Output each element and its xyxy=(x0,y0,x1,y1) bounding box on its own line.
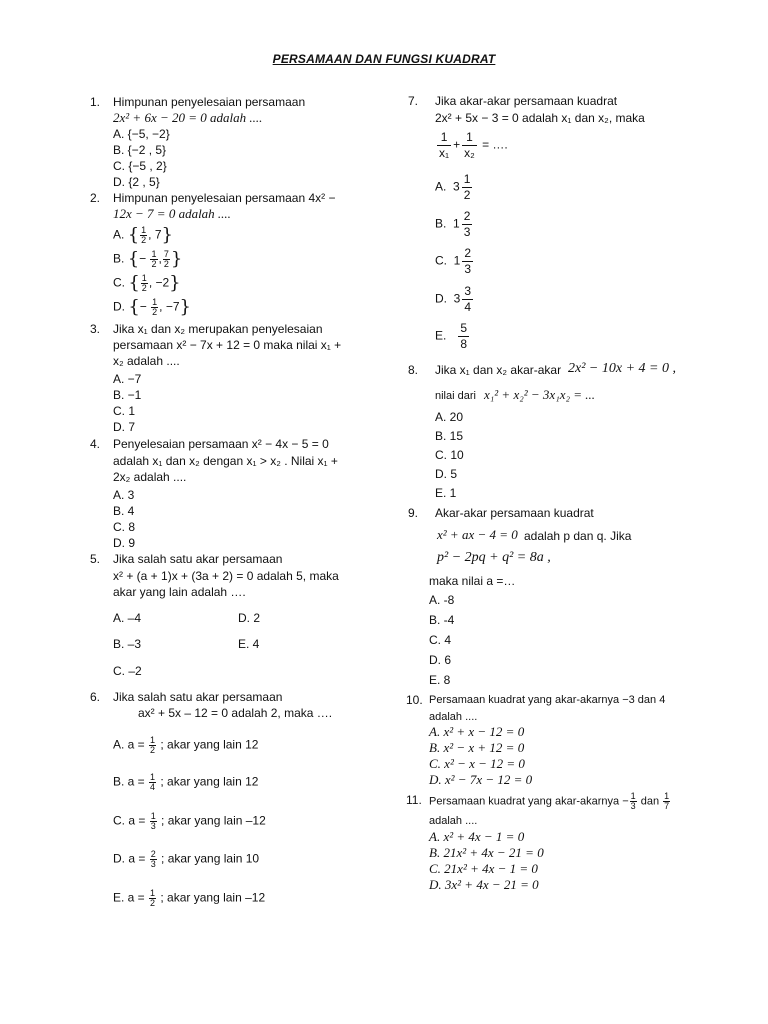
fraction: $\frac{3}{4}$ xyxy=(464,284,472,314)
q3-line3: x₂ adalah .... xyxy=(113,354,180,368)
q8-line1a: Jika x₁ dan x₂ akar-akar xyxy=(435,363,562,377)
q1-text: Himpunan penyelesaian persamaan xyxy=(113,95,306,109)
q2-option-b-label: B. xyxy=(113,251,125,266)
q10-line2: adalah .... xyxy=(429,711,478,723)
fraction: $\frac{1}{2}$ xyxy=(150,888,156,908)
q9-line4: maka nilai a =… xyxy=(429,574,516,588)
fraction: $\frac{1}{\text{x₁}}$ xyxy=(439,130,450,160)
q8-option-c[interactable]: C. 10 xyxy=(435,448,464,462)
q5-option-e[interactable]: E. 4 xyxy=(238,637,260,651)
q7-option-e[interactable] xyxy=(435,321,471,352)
q8-line2b: x₁² + x₂² − 3x₁x₂ = ... xyxy=(484,387,596,402)
q5-line2: x² + (a + 1)x + (3a + 2) = 0 adalah 5, maka xyxy=(113,569,339,583)
q6-option-a-label: A. a = xyxy=(113,737,149,752)
q9-line2b: adalah p dan q. Jika xyxy=(524,529,632,543)
q6-option-b-label: B. a = xyxy=(113,774,149,789)
q7-line2: 2x² + 5x − 3 = 0 adalah x₁ dan x₂, maka xyxy=(435,111,645,125)
fraction: $\frac{1}{2}$ xyxy=(150,735,156,755)
q9-option-a[interactable]: A. -8 xyxy=(429,593,455,607)
q7-option-a-label: A. xyxy=(435,179,447,194)
q6-option-c-text: ; akar yang lain –12 xyxy=(157,813,266,828)
q6-line2: ax² + 5x – 12 = 0 adalah 2, maka …. xyxy=(138,706,333,720)
q11-line1-text: Persamaan kuadrat yang akar-akarnya − xyxy=(429,795,629,808)
q9-line3: p² − 2pq + q² = 8a , xyxy=(437,550,551,565)
q5-number: 5. xyxy=(90,552,101,566)
q9-number: 9. xyxy=(408,506,419,520)
q1-option-c[interactable]: C. {−5 , 2} xyxy=(113,159,167,173)
brace-close: } xyxy=(179,296,191,318)
q11-number: 11. xyxy=(406,793,422,807)
q5-line1: Jika salah satu akar persamaan xyxy=(113,552,283,566)
q9-line2a: x² + ax − 4 = 0 xyxy=(437,527,518,542)
fraction: $\frac{1}{2}$ xyxy=(141,225,147,245)
fraction: $\frac{1}{4}$ xyxy=(150,772,156,792)
q6-option-b-text: ; akar yang lain 12 xyxy=(157,774,259,789)
q3-option-c[interactable]: C. 1 xyxy=(113,404,136,418)
q3-line1: Jika x₁ dan x₂ merupakan penyelesaian xyxy=(113,322,323,336)
q1-option-d[interactable]: D. {2 , 5} xyxy=(113,175,160,189)
q6-option-d[interactable] xyxy=(113,850,259,869)
q4-line3: 2x₂ adalah .... xyxy=(113,470,187,484)
q7-option-b[interactable]: B. 1 $\frac{2}{3}$ xyxy=(435,209,471,239)
q2-text: Himpunan penyelesaian persamaan 4x² − xyxy=(113,191,336,205)
q6-option-c[interactable] xyxy=(113,812,266,831)
q4-option-d[interactable]: D. 9 xyxy=(113,536,136,550)
q6-option-e-label: E. a = xyxy=(113,890,149,905)
q6-option-d-text: ; akar yang lain 10 xyxy=(157,851,260,866)
q7-option-c[interactable]: C. 1 $\frac{2}{3}$ xyxy=(435,246,472,276)
q5-option-d[interactable]: D. 2 xyxy=(238,611,261,625)
q10-option-b[interactable]: B. x² − x + 12 = 0 xyxy=(429,740,525,755)
q5-line3: akar yang lain adalah …. xyxy=(113,585,246,599)
fraction: $\frac{1}{2}$ xyxy=(151,249,157,269)
q6-option-b[interactable] xyxy=(113,773,258,792)
q6-number: 6. xyxy=(90,690,101,704)
q7-expression-tail: = …. xyxy=(482,137,508,152)
q4-option-a[interactable]: A. 3 xyxy=(113,488,135,502)
q11-and: dan xyxy=(637,795,663,808)
q2-option-c-rest: , −2 xyxy=(148,275,170,290)
q4-line2: adalah x₁ dan x₂ dengan x₁ > x₂ . Nilai x₁ + xyxy=(113,454,338,468)
q2-option-d-rest: , −7 xyxy=(159,299,180,314)
q9-option-b[interactable]: B. -4 xyxy=(429,613,455,627)
page-title: PERSAMAAN DAN FUNGSI KUADRAT xyxy=(272,52,496,66)
q6-option-d-label: D. a = xyxy=(113,851,149,866)
fraction: $\frac{1}{2}$ xyxy=(463,172,471,202)
q11-option-a[interactable]: A. x² + 4x − 1 = 0 xyxy=(429,829,525,844)
q3-option-d[interactable]: D. 7 xyxy=(113,420,136,434)
q8-option-d[interactable]: D. 5 xyxy=(435,467,458,481)
q7-option-e-label: E. xyxy=(435,328,447,343)
q5-option-a[interactable]: A. –4 xyxy=(113,611,142,625)
q4-option-b[interactable]: B. 4 xyxy=(113,504,135,518)
q4-line1: Penyelesaian persamaan x² − 4x − 5 = 0 xyxy=(113,437,329,451)
q9-option-e[interactable]: E. 8 xyxy=(429,673,451,687)
fraction: $\frac{1}{3}$ xyxy=(630,791,636,811)
q10-number: 10. xyxy=(406,693,423,707)
brace-close: } xyxy=(170,248,183,270)
q6-option-c-label: C. a = xyxy=(113,813,149,828)
q7-option-b-label: B. xyxy=(435,216,447,231)
q8-option-e[interactable]: E. 1 xyxy=(435,486,457,500)
fraction: $\frac{5}{8}$ xyxy=(460,321,468,351)
q1-option-a[interactable]: A. {−5, −2} xyxy=(113,127,170,141)
q6-option-a[interactable] xyxy=(113,736,258,755)
q6-option-e[interactable] xyxy=(113,889,265,908)
q8-option-b[interactable]: B. 15 xyxy=(435,429,464,443)
q7-option-a[interactable]: A. 3 $\frac{1}{2}$ xyxy=(435,172,471,202)
q7-option-d-label: D. xyxy=(435,291,447,306)
q1-number: 1. xyxy=(90,95,101,109)
q6-option-a-text: ; akar yang lain 12 xyxy=(157,737,259,752)
brace-close: } xyxy=(169,272,181,294)
q7-number: 7. xyxy=(408,94,419,108)
q11-line1 xyxy=(429,792,671,811)
q7-expression xyxy=(435,130,508,161)
q10-line1: Persamaan kuadrat yang akar-akarnya −3 dan 4 xyxy=(429,694,666,706)
q11-option-d[interactable]: D. 3x² + 4x − 21 = 0 xyxy=(429,877,539,892)
brace-open: { xyxy=(128,272,140,294)
brace-close: } xyxy=(161,224,173,246)
q10-option-c[interactable]: C. x² − x − 12 = 0 xyxy=(429,756,525,771)
brace-open: { xyxy=(127,248,140,270)
q3-number: 3. xyxy=(90,322,101,336)
brace-open: { xyxy=(128,296,140,318)
minus-sign: − xyxy=(139,299,151,314)
fraction: $\frac{7}{2}$ xyxy=(163,249,169,269)
q2-option-c-label: C. xyxy=(113,275,125,290)
q1-option-b[interactable]: B. {−2 , 5} xyxy=(113,143,167,157)
q6-line1: Jika salah satu akar persamaan xyxy=(113,690,283,704)
q2-option-d-label: D. xyxy=(113,299,125,314)
q8-line2a: nilai dari xyxy=(435,390,476,402)
q11-line2: adalah .... xyxy=(429,815,478,827)
fraction: $\frac{2}{3}$ xyxy=(150,849,156,869)
q2-expr: 12x − 7 = 0 adalah .... xyxy=(113,206,231,221)
fraction: $\frac{1}{3}$ xyxy=(150,811,156,831)
minus-sign: − xyxy=(139,251,150,266)
q2-option-c[interactable] xyxy=(113,274,181,293)
q7-line1: Jika akar-akar persamaan kuadrat xyxy=(435,94,618,108)
q3-line2: persamaan x² − 7x + 12 = 0 maka nilai x₁ + xyxy=(113,338,342,352)
q5-option-b[interactable]: B. –3 xyxy=(113,637,142,651)
q10-option-d[interactable]: D. x² − 7x − 12 = 0 xyxy=(429,772,533,787)
fraction: $\frac{1}{7}$ xyxy=(664,791,670,811)
fraction: $\frac{1}{\text{x₂}}$ xyxy=(464,130,475,160)
q9-option-c[interactable]: C. 4 xyxy=(429,633,452,647)
fraction: $\frac{1}{2}$ xyxy=(152,297,158,317)
q11-option-b[interactable]: B. 21x² + 4x − 21 = 0 xyxy=(429,845,544,860)
q11-option-c[interactable]: C. 21x² + 4x − 1 = 0 xyxy=(429,861,538,876)
q7-option-c-label: C. xyxy=(435,253,447,268)
q2-option-d[interactable] xyxy=(113,298,191,317)
q3-option-a[interactable]: A. −7 xyxy=(113,372,142,386)
q2-option-a-label: A. xyxy=(113,227,125,242)
q6-option-e-text: ; akar yang lain –12 xyxy=(157,890,266,905)
q10-option-a[interactable]: A. x² + x − 12 = 0 xyxy=(429,724,525,739)
q7-option-d[interactable]: D. 3 $\frac{3}{4}$ xyxy=(435,284,472,314)
plus-sign: + xyxy=(453,137,461,152)
q8-option-a[interactable]: A. 20 xyxy=(435,410,464,424)
q8-number: 8. xyxy=(408,363,419,377)
q5-option-c[interactable]: C. –2 xyxy=(113,664,142,678)
q1-expr: 2x² + 6x − 20 = 0 adalah .... xyxy=(113,110,263,125)
fraction: $\frac{2}{3}$ xyxy=(464,246,472,276)
q3-option-b[interactable]: B. −1 xyxy=(113,388,142,402)
q2-option-a-rest: , 7 xyxy=(148,227,162,242)
q4-number: 4. xyxy=(90,437,101,451)
fraction: $\frac{2}{3}$ xyxy=(463,209,471,239)
fraction: $\frac{1}{2}$ xyxy=(141,273,147,293)
q2-option-b[interactable]: B. {− $\frac{1}{2}$ , $\frac{7}{2}$ } xyxy=(113,248,183,270)
q2-option-a[interactable] xyxy=(113,226,173,245)
q4-option-c[interactable]: C. 8 xyxy=(113,520,136,534)
q9-line1: Akar-akar persamaan kuadrat xyxy=(435,506,594,520)
brace-open: { xyxy=(127,224,140,246)
q8-line1b: 2x² − 10x + 4 = 0 , xyxy=(568,361,676,376)
q2-number: 2. xyxy=(90,191,101,205)
q9-option-d[interactable]: D. 6 xyxy=(429,653,452,667)
